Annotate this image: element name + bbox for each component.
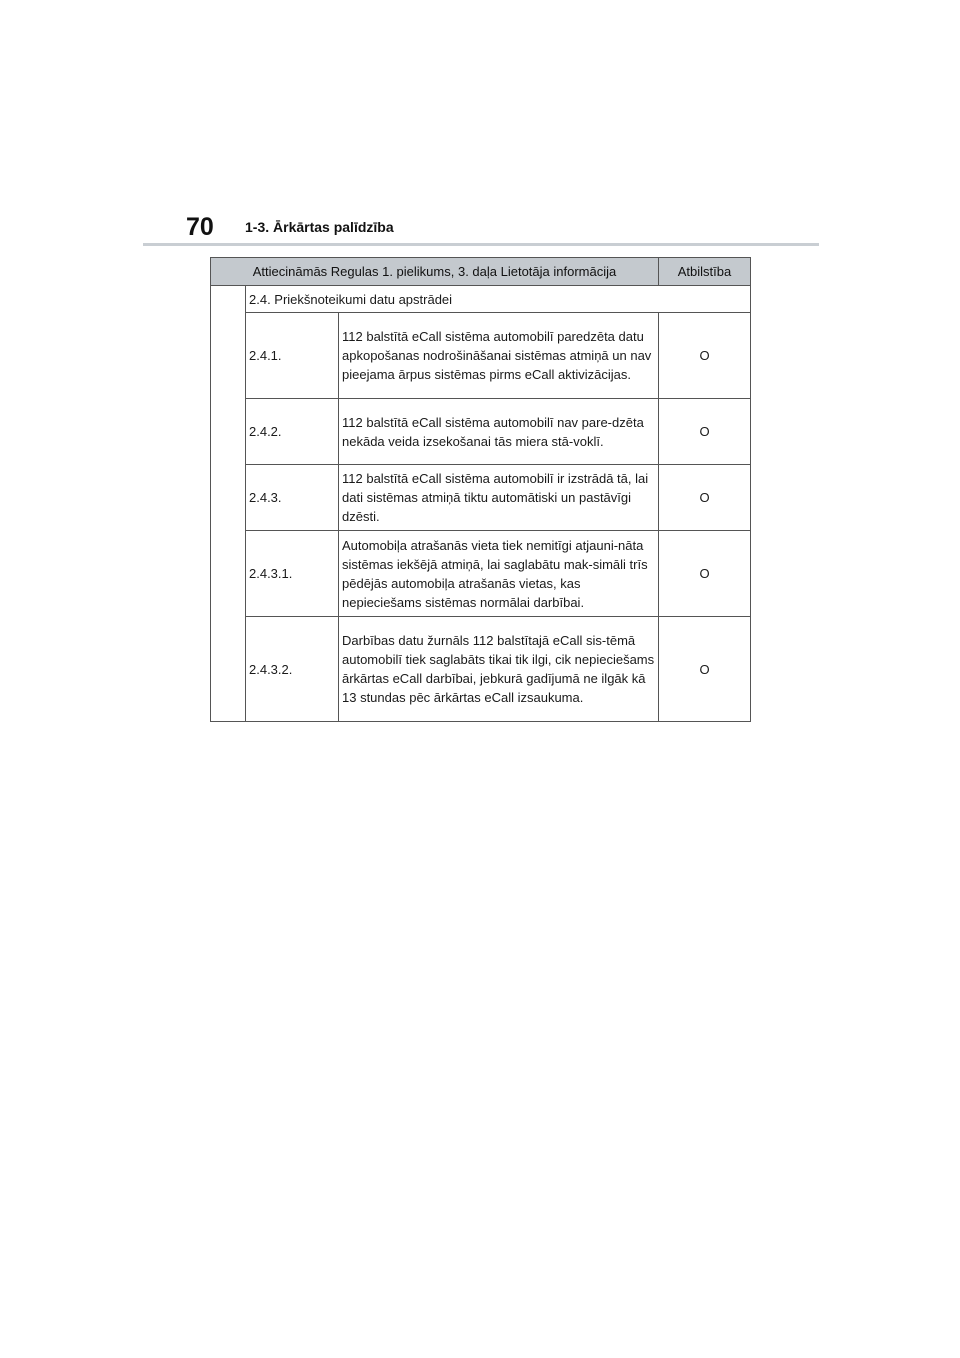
row-compliance-mark: O — [659, 465, 751, 531]
header-divider — [143, 243, 819, 246]
row-compliance-mark: O — [659, 531, 751, 617]
compliance-table — [210, 257, 751, 722]
row-text: 112 balstītā eCall sistēma automobilī paredzēta datu apkopošanas nodrošināšanai sistēmas atmiņā un nav pieejama ārpus sistēmas pirms eCall aktivizācijas. — [339, 313, 659, 399]
row-text: Automobiļa atrašanās vieta tiek nemitīgi atjauni-nāta sistēmas iekšējā atmiņā, lai saglabātu mak-simāli trīs pēdējās automobiļa atrašanās vietas, kas nepieciešams sistēmas normālai darbībai. — [339, 531, 659, 617]
group-heading-row — [211, 286, 751, 313]
row-code: 2.4.3.2. — [246, 617, 339, 722]
column-header-requirement: Attiecināmās Regulas 1. pielikums, 3. daļa Lietotāja informācija — [211, 258, 659, 286]
row-compliance-mark: O — [659, 399, 751, 465]
section-title: 1-3. Ārkārtas palīdzība — [245, 219, 394, 235]
row-code: 2.4.3. — [246, 465, 339, 531]
table-header-row — [211, 258, 751, 286]
table-row — [211, 313, 751, 399]
row-code: 2.4.1. — [246, 313, 339, 399]
page-number: 70 — [186, 213, 214, 241]
row-text: 112 balstītā eCall sistēma automobilī ir izstrādā tā, lai dati sistēmas atmiņā tiktu automātiski un pastāvīgi dzēsti. — [339, 465, 659, 531]
row-compliance-mark: O — [659, 313, 751, 399]
column-header-compliance: Atbilstība — [659, 258, 751, 286]
row-text: Darbības datu žurnāls 112 balstītajā eCall sis-tēmā automobilī tiek saglabāts tikai tik ilgi, cik nepieciešams ārkārtas eCall darbībai, jebkurā gadījumā ne ilgāk kā 13 stundas pēc ārkārtas eCall izsaukuma. — [339, 617, 659, 722]
table-row — [211, 531, 751, 617]
row-code: 2.4.2. — [246, 399, 339, 465]
indent-cell — [211, 286, 246, 722]
table-row — [211, 399, 751, 465]
table-row — [211, 617, 751, 722]
group-heading: 2.4. Priekšnoteikumi datu apstrādei — [246, 286, 751, 313]
row-code: 2.4.3.1. — [246, 531, 339, 617]
table-row — [211, 465, 751, 531]
row-text: 112 balstītā eCall sistēma automobilī nav pare-dzēta nekāda veida izsekošanai tās miera stā-voklī. — [339, 399, 659, 465]
row-compliance-mark: O — [659, 617, 751, 722]
